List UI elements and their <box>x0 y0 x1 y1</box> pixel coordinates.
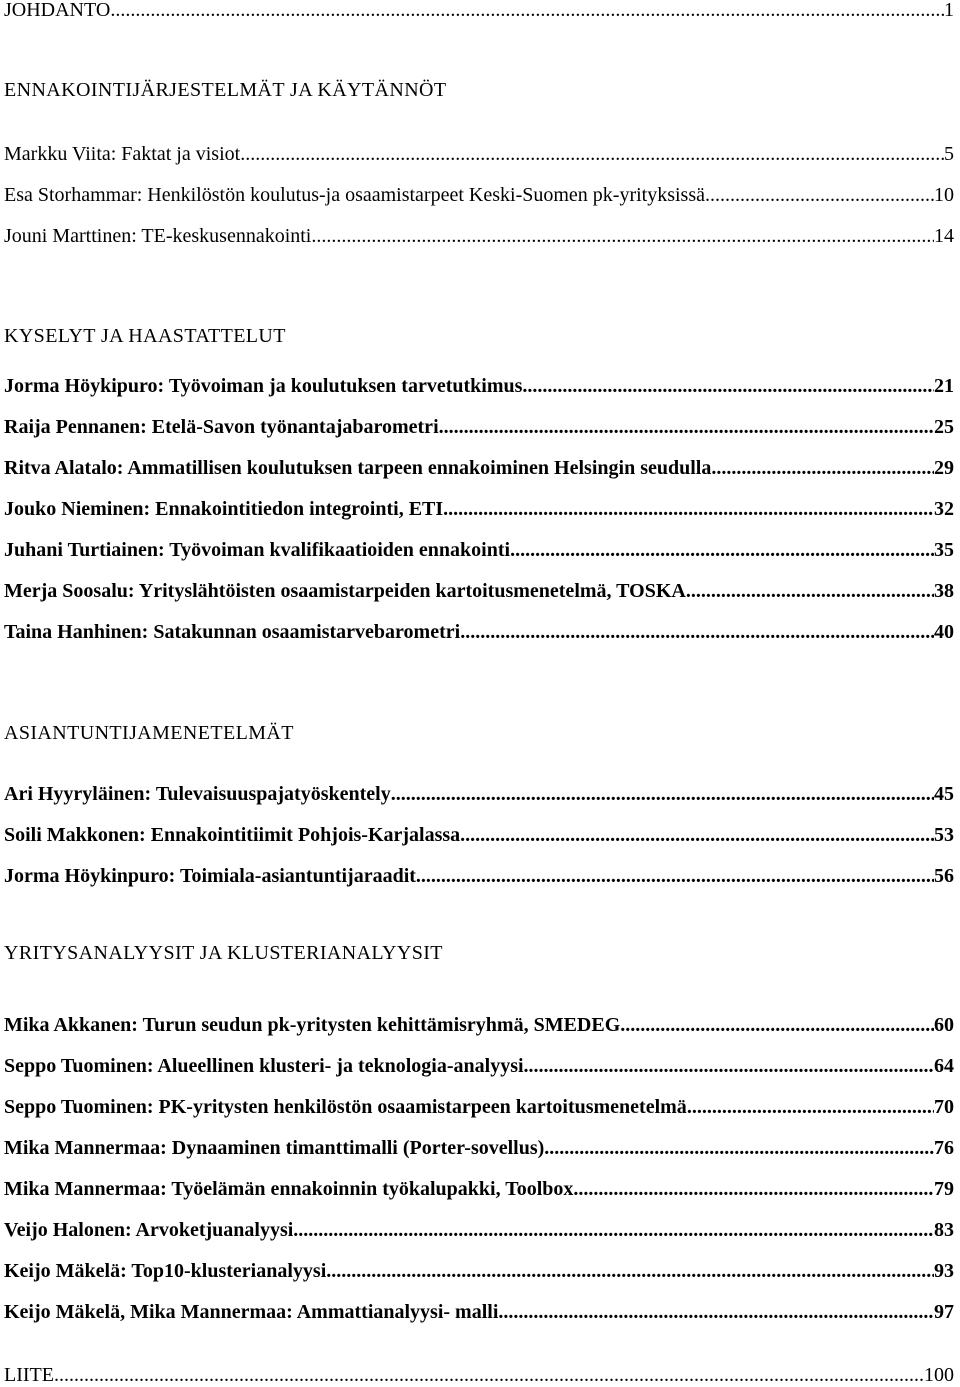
toc-entry-title: Seppo Tuominen: PK-yritysten henkilöstön osaamistarpeen kartoitusmenetelmä <box>4 1096 687 1118</box>
toc-entry-title: LIITE <box>4 1364 54 1386</box>
toc-leader-dots <box>524 1054 934 1078</box>
toc-entry[interactable] <box>4 450 954 480</box>
toc-leader-dots <box>705 183 934 207</box>
toc-leader-dots <box>510 538 934 562</box>
toc-entry[interactable] <box>4 817 954 847</box>
toc-entry-title: Jorma Höykinpuro: Toimiala-asiantuntijaraadit <box>4 865 416 887</box>
toc-entry[interactable] <box>4 409 954 439</box>
toc-entry-page: 1 <box>944 0 954 21</box>
toc-entry[interactable] <box>4 218 954 248</box>
toc-entry-page: 83 <box>934 1219 954 1241</box>
toc-leader-dots <box>110 0 944 22</box>
toc-leader-dots <box>544 1136 934 1160</box>
toc-entry-page: 38 <box>934 580 954 602</box>
toc-entry-page: 56 <box>934 865 954 887</box>
toc-leader-dots <box>498 1300 934 1324</box>
toc-leader-dots <box>311 224 934 248</box>
toc-entry[interactable] <box>4 491 954 521</box>
toc-entry-page: 76 <box>934 1137 954 1159</box>
toc-entry-title: Mika Mannermaa: Työelämän ennakoinnin työkalupakki, Toolbox <box>4 1178 574 1200</box>
section-heading: ENNAKOINTIJÄRJESTELMÄT JA KÄYTÄNNÖT <box>4 79 447 101</box>
toc-entry-page: 97 <box>934 1301 954 1323</box>
toc-leader-dots <box>687 1095 934 1119</box>
toc-entry-intro[interactable] <box>4 0 954 22</box>
toc-entry[interactable] <box>4 1007 954 1037</box>
toc-entry-title: Ritva Alatalo: Ammatillisen koulutuksen tarpeen ennakoiminen Helsingin seudulla <box>4 457 712 479</box>
toc-entry-title: Markku Viita: Faktat ja visiot <box>4 143 241 165</box>
toc-entry-title: Keijo Mäkelä: Top10-klusterianalyysi <box>4 1260 327 1282</box>
toc-leader-dots <box>439 415 934 439</box>
toc-entry[interactable] <box>4 136 954 166</box>
toc-leader-dots <box>460 823 934 847</box>
toc-leader-dots <box>573 1177 934 1201</box>
toc-entry-page: 10 <box>934 184 954 206</box>
toc-entry-title: Veijo Halonen: Arvoketjuanalyysi <box>4 1219 294 1241</box>
toc-leader-dots <box>522 374 934 398</box>
toc-entry-page: 100 <box>924 1364 954 1386</box>
section-heading: KYSELYT JA HAASTATTELUT <box>4 325 286 347</box>
toc-entry-title: Mika Mannermaa: Dynaaminen timanttimalli (Porter-sovellus) <box>4 1137 545 1159</box>
toc-entry[interactable] <box>4 1130 954 1160</box>
toc-entry-page: 35 <box>934 539 954 561</box>
toc-entry-title: Jouko Nieminen: Ennakointitiedon integrointi, ETI <box>4 498 444 520</box>
toc-entry-page: 70 <box>934 1096 954 1118</box>
section-heading: YRITYSANALYYSIT JA KLUSTERIANALYYSIT <box>4 942 443 964</box>
toc-entry-page: 40 <box>934 621 954 643</box>
toc-entry[interactable] <box>4 1089 954 1119</box>
toc-entry[interactable] <box>4 858 954 888</box>
toc-entry-title: Ari Hyyryläinen: Tulevaisuuspajatyöskentely <box>4 783 391 805</box>
toc-entry-title: Raija Pennanen: Etelä-Savon työnantajabarometri <box>4 416 439 438</box>
toc-entry[interactable] <box>4 776 954 806</box>
toc-leader-dots <box>443 497 934 521</box>
toc-leader-dots <box>711 456 934 480</box>
toc-entry[interactable] <box>4 177 954 207</box>
toc-leader-dots <box>620 1013 934 1037</box>
toc-entry-title: Juhani Turtiainen: Työvoiman kvalifikaatioiden ennakointi <box>4 539 511 561</box>
toc-leader-dots <box>54 1363 924 1387</box>
toc-entry-page: 93 <box>934 1260 954 1282</box>
toc-entry[interactable] <box>4 368 954 398</box>
toc-leader-dots <box>326 1259 934 1283</box>
toc-entry-title: Soili Makkonen: Ennakointitiimit Pohjois-Karjalassa <box>4 824 461 846</box>
toc-entry-page: 45 <box>934 783 954 805</box>
toc-entry-appendix[interactable] <box>4 1357 954 1387</box>
toc-entry[interactable] <box>4 1294 954 1324</box>
toc-entry-page: 32 <box>934 498 954 520</box>
toc-leader-dots <box>686 579 934 603</box>
toc-entry-title: Taina Hanhinen: Satakunnan osaamistarvebarometri <box>4 621 461 643</box>
toc-entry-page: 64 <box>934 1055 954 1077</box>
toc-entry-page: 21 <box>934 375 954 397</box>
toc-entry[interactable] <box>4 532 954 562</box>
toc-entry-page: 25 <box>934 416 954 438</box>
toc-entry-page: 29 <box>934 457 954 479</box>
toc-entry[interactable] <box>4 1253 954 1283</box>
toc-entry-title: Seppo Tuominen: Alueellinen klusteri- ja teknologia-analyysi <box>4 1055 524 1077</box>
toc-entry[interactable] <box>4 1048 954 1078</box>
toc-entry[interactable] <box>4 1171 954 1201</box>
toc-entry-page: 53 <box>934 824 954 846</box>
toc-entry-title: Keijo Mäkelä, Mika Mannermaa: Ammattianalyysi- malli <box>4 1301 499 1323</box>
toc-leader-dots <box>293 1218 934 1242</box>
section-heading: ASIANTUNTIJAMENETELMÄT <box>4 722 294 744</box>
toc-entry-title: Jorma Höykipuro: Työvoiman ja koulutuksen tarvetutkimus <box>4 375 523 397</box>
toc-entry-page: 5 <box>944 143 954 165</box>
toc-entry-page: 14 <box>934 225 954 247</box>
toc-leader-dots <box>240 142 944 166</box>
toc-entry-title: Merja Soosalu: Yrityslähtöisten osaamistarpeiden kartoitusmenetelmä, TOSKA <box>4 580 686 602</box>
toc-entry[interactable] <box>4 573 954 603</box>
toc-entry[interactable] <box>4 614 954 644</box>
toc-leader-dots <box>391 782 934 806</box>
toc-leader-dots <box>416 864 934 888</box>
toc-entry-page: 79 <box>934 1178 954 1200</box>
toc-entry-title: Jouni Marttinen: TE-keskusennakointi <box>4 225 312 247</box>
toc-entry-title: Esa Storhammar: Henkilöstön koulutus-ja osaamistarpeet Keski-Suomen pk-yrityksissä <box>4 184 705 206</box>
toc-entry[interactable] <box>4 1212 954 1242</box>
toc-entry-page: 60 <box>934 1014 954 1036</box>
toc-entry-title: Mika Akkanen: Turun seudun pk-yritysten kehittämisryhmä, SMEDEG <box>4 1014 621 1036</box>
toc-entry-title: JOHDANTO <box>4 0 111 21</box>
toc-leader-dots <box>460 620 934 644</box>
